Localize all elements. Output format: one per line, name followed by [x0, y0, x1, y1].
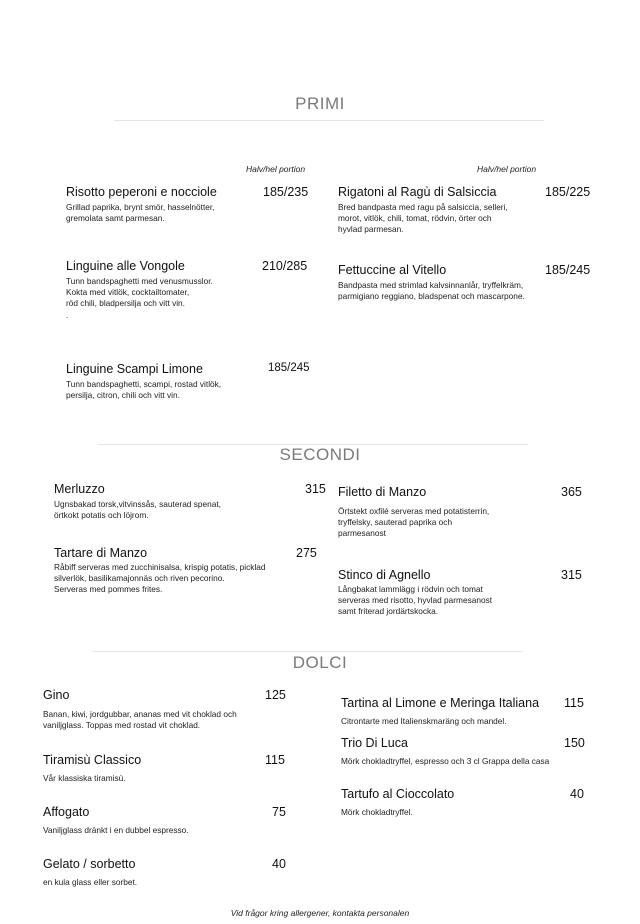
item-price: 185/245	[268, 362, 310, 374]
item-name: Trio Di Luca	[341, 736, 408, 750]
item-price: 315	[305, 482, 326, 496]
item-price: 275	[296, 546, 317, 560]
item-desc-line: parmesanost	[338, 528, 386, 539]
item-desc-line: Serveras med pommes frites.	[54, 584, 163, 595]
item-desc-line: gremolata samt parmesan.	[66, 213, 165, 224]
item-desc-line: Tunn bandspaghetti, scampi, rostad vitlök,	[66, 379, 222, 389]
item-name: Rigatoni al Ragù di Salsiccia	[338, 185, 497, 199]
item-price: 75	[272, 805, 286, 819]
item-price: 115	[564, 696, 584, 710]
item-desc-line: samt friterad jordärtskocka.	[338, 606, 439, 617]
item-desc-line: Vår klassiska tiramisù.	[43, 773, 126, 783]
item-name: Tiramisù Classico	[43, 753, 142, 767]
item-desc-line: hyvlad parmesan.	[338, 224, 404, 235]
item-desc-line: vaniljglass. Toppas med rostad vit choklad.	[43, 720, 201, 731]
item-desc-line: Mörk chokladtryffel.	[341, 807, 413, 817]
item-desc-line: Citrontarte med Italienskmaräng och mandel.	[341, 716, 507, 726]
item-name: Linguine alle Vongole	[66, 259, 185, 273]
item-name: Tartare di Manzo	[54, 546, 148, 560]
item-name: Affogato	[43, 805, 90, 819]
item-name: Merluzzo	[54, 482, 105, 496]
item-price: 40	[570, 787, 584, 801]
item-desc-line: Råbiff serveras med zucchinisalsa, krispig potatis, picklad	[54, 562, 266, 572]
item-price: 185/235	[263, 185, 309, 199]
item-price: 115	[265, 753, 285, 767]
item-desc-line: serveras med risotto, hyvlad parmesanost	[338, 595, 493, 606]
item-price: 365	[561, 485, 582, 499]
item-price: 185/245	[545, 263, 591, 277]
item-desc-line: Grillad paprika, brynt smör, hasselnötter,	[66, 202, 215, 212]
item-name: Risotto peperoni e nocciole	[66, 185, 217, 199]
section-title-primi: PRIMI	[295, 94, 345, 113]
item-desc-line: morot, vitlök, chili, tomat, rödvin, örter och	[338, 213, 492, 224]
item-name: Tartina al Limone e Meringa Italiana	[341, 696, 540, 710]
divider-primi	[114, 120, 544, 121]
item-price: 150	[564, 736, 585, 750]
item-price: 40	[272, 857, 286, 871]
portion-label-left: Halv/hel portion	[246, 164, 306, 174]
item-price: 125	[265, 688, 286, 702]
item-name: Gino	[43, 688, 70, 702]
divider-dolci	[92, 651, 522, 652]
item-desc-line: örtkokt potatis och löjrom.	[54, 510, 149, 521]
item-desc-line: Bandpasta med strimlad kalvsinnanlår, tryffelkräm,	[338, 280, 524, 290]
item-desc-line: parmigiano reggiano, bladspenat och mascarpone.	[338, 291, 525, 302]
item-name: Filetto di Manzo	[338, 485, 427, 499]
item-desc-line: Mörk chokladtryffel, espresso och 3 cl Grappa della casa	[341, 756, 550, 766]
item-desc-line: Bred bandpasta med ragu på salsiccia, selleri,	[338, 202, 508, 212]
item-desc-line: röd chili, bladpersilja och vitt vin.	[66, 298, 185, 309]
item-desc-line: en kula glass eller sorbet.	[43, 877, 138, 887]
item-name: Fettuccine al Vitello	[338, 263, 447, 277]
item-name: Gelato / sorbetto	[43, 857, 136, 871]
item-desc-line: Vaniljglass dränkt i en dubbel espresso.	[43, 825, 189, 835]
item-desc-line: Ugnsbakad torsk,vitvinssås, sauterad spenat,	[54, 499, 221, 509]
item-desc-line: tryffelsky, sauterad paprika och	[338, 517, 453, 528]
item-desc-line: Tunn bandspaghetti med venusmusslor.	[66, 276, 213, 286]
allergen-note: Vid frågor kring allergener, kontakta personalen	[230, 908, 410, 918]
item-name: Stinco di Agnello	[338, 568, 431, 582]
section-title-secondi: SECONDI	[279, 445, 361, 464]
item-price: 315	[561, 568, 582, 582]
item-name: Linguine Scampi Limone	[66, 362, 203, 376]
item-desc-line: Långbakat lammlägg i rödvin och tomat	[338, 584, 483, 594]
item-name: Tartufo al Cioccolato	[341, 787, 455, 801]
item-desc-line: persilja, citron, chili och vitt vin.	[66, 390, 180, 401]
item-price: 185/225	[545, 185, 591, 199]
item-desc-line: .	[66, 309, 69, 320]
item-desc-line: Kokta med vitlök, cocktailtomater,	[66, 287, 190, 298]
item-price: 210/285	[262, 259, 308, 273]
item-desc-line: silverlök, basilikamajonnäs och riven pecorino.	[54, 573, 225, 584]
item-desc-line: Örtstekt oxfilé serveras med potatisterrin,	[338, 506, 490, 516]
item-desc-line: Banan, kiwi, jordgubbar, ananas med vit choklad och	[43, 709, 237, 719]
section-title-dolci: DOLCI	[292, 653, 348, 672]
portion-label-right: Halv/hel portion	[477, 164, 537, 174]
